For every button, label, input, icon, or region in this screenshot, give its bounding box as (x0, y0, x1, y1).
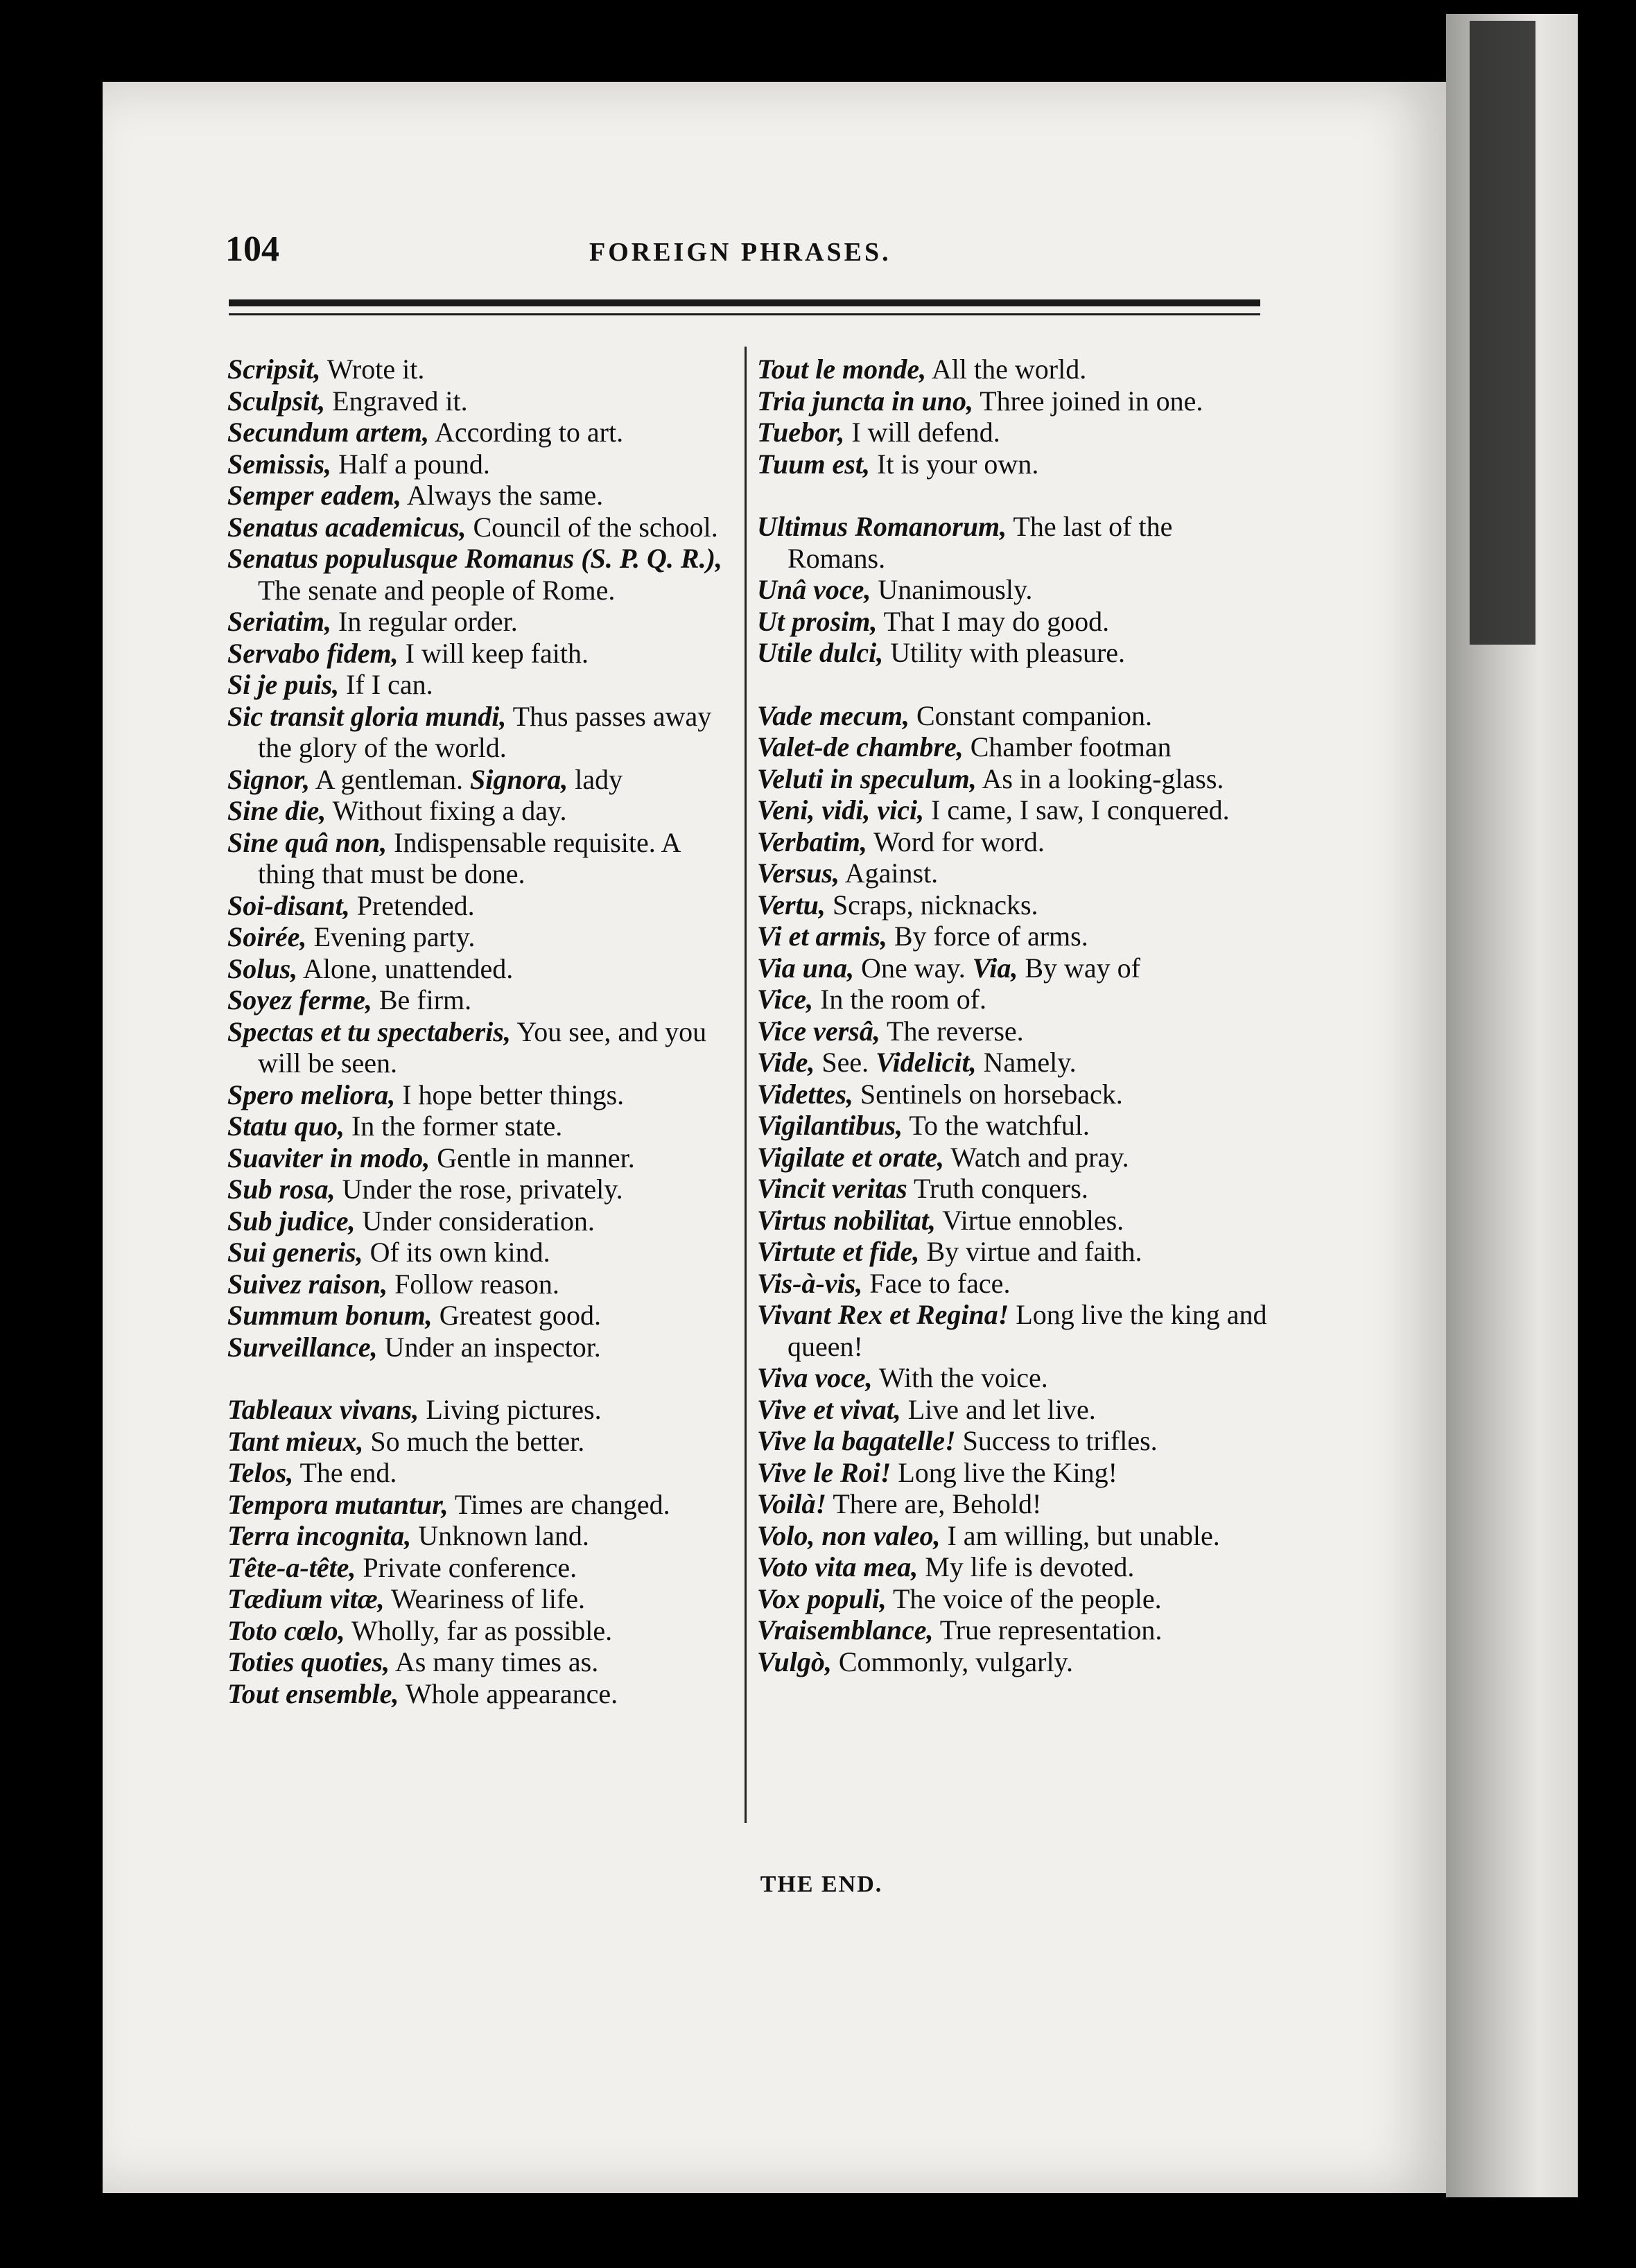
glossary-entry (227, 1268, 740, 1300)
glossary-entry (227, 1457, 740, 1489)
glossary-entry (227, 921, 740, 953)
entry-definition: Success to trifles. (955, 1425, 1158, 1456)
glossary-entry (757, 1079, 1277, 1110)
entry-definition: Truth conquers. (907, 1173, 1088, 1204)
entry-term: Vis-à-vis, (757, 1267, 863, 1299)
glossary-entry (227, 1552, 740, 1584)
entry-term: Summum bonum, (227, 1300, 433, 1331)
entry-definition: With the voice. (872, 1362, 1048, 1393)
entry-term: Tableaux vivans, (227, 1394, 419, 1425)
glossary-entry (757, 1646, 1277, 1678)
entry-definition: My life is devoted. (918, 1551, 1135, 1582)
entry-term: Tempora mutantur, (227, 1488, 449, 1520)
entry-term: Vigilantibus, (757, 1110, 903, 1141)
entry-term: Ut prosim, (757, 605, 878, 637)
glossary-entry (757, 606, 1277, 638)
entry-term: Valet-de chambre, (757, 731, 964, 762)
entry-term: Vivant Rex et Regina! (757, 1299, 1009, 1330)
glossary-entry (227, 543, 740, 606)
glossary-entry (227, 1489, 740, 1521)
entry-term: Signor, (227, 763, 310, 795)
entry-term: Soi-disant, (227, 889, 350, 921)
glossary-entry (757, 1047, 1277, 1079)
entry-term: Virtus nobilitat, (757, 1204, 936, 1236)
glossary-entry (227, 1615, 740, 1647)
glossary-entry (757, 952, 1277, 984)
page-number: 104 (225, 229, 279, 269)
entry-term: Secundum artem, (227, 417, 430, 448)
entry-term: Semper eadem, (227, 480, 402, 511)
entry-definition: Alone, unattended. (297, 952, 514, 984)
entry-term: Vigilate et orate, (757, 1141, 944, 1173)
entry-definition: By force of arms. (887, 921, 1088, 952)
glossary-entry (757, 1394, 1277, 1426)
glossary-entry (757, 385, 1277, 417)
entry-definition: If I can. (339, 669, 433, 700)
entry-term: Solus, (227, 952, 298, 984)
entry-term: Terra incognita, (227, 1520, 412, 1551)
glossary-entry (227, 385, 740, 417)
glossary-entry (227, 953, 740, 985)
glossary-entry (757, 1142, 1277, 1174)
glossary-entry (227, 701, 740, 764)
glossary-entry (757, 1488, 1277, 1520)
entry-term: Utile dulci, (757, 637, 884, 668)
entry-definition: All the world. (926, 354, 1087, 385)
entry-term: Vulgò, (757, 1646, 832, 1677)
entry-term: Servabo fidem, (227, 637, 399, 669)
glossary-entry (227, 1174, 740, 1205)
glossary-entry (757, 984, 1277, 1015)
entry-definition: Long live the King! (891, 1456, 1117, 1488)
entry-definition: The reverse. (880, 1015, 1024, 1047)
entry-definition: Council of the school. (466, 511, 718, 543)
entry-definition: I will keep faith. (398, 637, 589, 669)
glossary-entry (757, 1299, 1277, 1362)
entry-definition: To the watchful. (903, 1110, 1090, 1141)
entry-term: Scripsit, (227, 354, 321, 385)
glossary-entry (227, 1205, 740, 1237)
glossary-entry (227, 1300, 740, 1332)
entry-definition: Unanimously. (871, 574, 1033, 605)
entry-definition: You see, and you will be seen. (258, 1015, 707, 1079)
entry-term: Senatus populusque Romanus (S. P. Q. R.), (227, 543, 722, 574)
entry-definition: Follow reason. (388, 1268, 559, 1300)
glossary-entry (757, 794, 1277, 826)
entry-definition: Of its own kind. (363, 1237, 550, 1268)
entry-definition: Under an inspector. (377, 1331, 601, 1363)
entry-term: Virtute et fide, (757, 1236, 920, 1267)
entry-term: Ultimus Romanorum, (757, 511, 1007, 542)
entry-term: Vincit veritas (757, 1173, 907, 1204)
entry-definition: Chamber footman (963, 731, 1172, 762)
glossary-entry (757, 448, 1277, 480)
entry-definition: Under the rose, privately. (335, 1174, 623, 1205)
entry-definition: Face to face. (862, 1267, 1011, 1299)
glossary-entry (227, 669, 740, 701)
entry-term: Viva voce, (757, 1362, 873, 1393)
glossary-entry (227, 890, 740, 922)
entry-definition: Engraved it. (325, 385, 468, 417)
entry-definition: Constant companion. (909, 699, 1152, 731)
glossary-entry (757, 637, 1277, 669)
glossary-entry (227, 448, 740, 480)
entry-term: Senatus academicus, (227, 511, 467, 543)
running-title: FOREIGN PHRASES. (589, 238, 891, 267)
entry-definition: Wholly, far as possible. (345, 1614, 613, 1646)
entry-term: Sub judice, (227, 1205, 356, 1237)
glossary-entry (757, 826, 1277, 858)
entry-term: Tria juncta in uno, (757, 385, 973, 417)
entry-term: Surveillance, (227, 1331, 378, 1363)
entry-definition: Sentinels on horseback. (853, 1078, 1123, 1110)
entry-term: Vive le Roi! (757, 1456, 891, 1488)
entry-definition: Greatest good. (432, 1300, 601, 1331)
entry-term: Tête-a-tête, (227, 1551, 356, 1583)
entry-definition: Wrote it. (320, 354, 425, 385)
entry-term: Versus, (757, 857, 839, 889)
glossary-entry (757, 1236, 1277, 1268)
entry-term: Verbatim, (757, 826, 867, 857)
glossary-entry (227, 354, 740, 385)
entry-term: Veni, vidi, vici, (757, 794, 925, 826)
glossary-entry (757, 1110, 1277, 1142)
glossary-entry (757, 700, 1277, 732)
entry-definition: Times are changed. (448, 1488, 670, 1520)
entry-definition: So much the better. (363, 1425, 585, 1457)
entry-term: Videttes, (757, 1078, 853, 1110)
entry-definition: Under consideration. (355, 1205, 595, 1237)
entry-definition: The last of the Romans. (787, 511, 1173, 574)
entry-definition: That I may do good. (877, 605, 1110, 637)
entry-definition: Word for word. (867, 826, 1045, 857)
entry-term: Tuum est, (757, 448, 870, 480)
entry-definition: By virtue and faith. (919, 1236, 1142, 1267)
entry-term: Vice versâ, (757, 1015, 880, 1047)
header-rule-thick (229, 299, 1260, 306)
entry-term: Tant mieux, (227, 1425, 364, 1457)
glossary-entry (757, 1173, 1277, 1205)
glossary-entry (757, 417, 1277, 448)
entry-term: Vraisemblance, (757, 1614, 934, 1646)
entry-term: Suaviter in modo, (227, 1142, 430, 1174)
glossary-entry (757, 1205, 1277, 1237)
glossary-entry (227, 1678, 740, 1710)
glossary-entry (757, 1425, 1277, 1457)
glossary-entry (227, 1237, 740, 1268)
glossary-entry (227, 984, 740, 1016)
glossary-entry (227, 1426, 740, 1458)
entry-definition: In the room of. (813, 984, 987, 1015)
glossary-entry (757, 1015, 1277, 1047)
entry-term: Sui generis, (227, 1237, 363, 1268)
header-rule-thin (229, 313, 1260, 315)
glossary-entry (757, 1614, 1277, 1646)
entry-term: Via, (972, 952, 1018, 984)
entry-definition: Live and let live. (900, 1393, 1096, 1425)
entry-term: Voilà! (757, 1488, 827, 1519)
glossary-entry (757, 1362, 1277, 1394)
entry-definition: Whole appearance. (399, 1677, 618, 1709)
glossary-entry (227, 1583, 740, 1615)
entry-term: Vice, (757, 984, 814, 1015)
entry-definition: lady (568, 763, 623, 795)
glossary-entry (757, 511, 1277, 574)
entry-term: Semissis, (227, 448, 332, 480)
entry-term: Voto vita mea, (757, 1551, 919, 1582)
entry-definition: Private conference. (356, 1551, 577, 1583)
entry-term: Toties quoties, (227, 1646, 390, 1677)
entry-definition: See. (815, 1047, 876, 1078)
entry-term: Videlicit, (876, 1047, 977, 1078)
entry-term: Soyez ferme, (227, 984, 372, 1015)
entry-term: Soirée, (227, 921, 307, 952)
entry-definition: One way. (854, 952, 973, 984)
entry-definition: Long live the king and queen! (787, 1299, 1267, 1362)
entry-term: Sic transit gloria mundi, (227, 700, 507, 732)
glossary-entry (227, 1110, 740, 1142)
entry-definition: There are, Behold! (826, 1488, 1042, 1519)
entry-definition: Weariness of life. (384, 1583, 585, 1614)
entry-definition: Utility with pleasure. (883, 637, 1126, 668)
entry-term: Tout ensemble, (227, 1677, 399, 1709)
glossary-entry (757, 354, 1277, 385)
entry-definition: The voice of the people. (886, 1582, 1162, 1614)
entry-definition: As in a looking-glass. (976, 762, 1224, 794)
entry-term: Sub rosa, (227, 1174, 336, 1205)
entry-term: Sculpsit, (227, 385, 326, 417)
entry-term: Seriatim, (227, 606, 332, 637)
entry-definition: Three joined in one. (973, 385, 1203, 417)
entry-definition: Commonly, vulgarly. (831, 1646, 1073, 1677)
glossary-entry (227, 1646, 740, 1678)
entry-definition: Always the same. (401, 480, 604, 511)
glossary-entry (757, 1583, 1277, 1615)
entry-term: Toto cœlo, (227, 1614, 345, 1646)
entry-definition: Against. (839, 857, 939, 889)
glossary-entry (227, 764, 740, 796)
entry-definition: Pretended. (349, 889, 475, 921)
entry-definition: In regular order. (331, 606, 518, 637)
book-binding (1470, 21, 1535, 645)
entry-term: Sine quâ non, (227, 826, 388, 858)
entry-term: Suivez raison, (227, 1268, 388, 1300)
glossary-entry (757, 763, 1277, 795)
entry-term: Via una, (757, 952, 855, 984)
glossary-entry (757, 574, 1277, 606)
entry-term: Vive la bagatelle! (757, 1425, 956, 1456)
glossary-entry (227, 1142, 740, 1174)
entry-term: Si je puis, (227, 669, 340, 700)
entry-definition: I am willing, but unable. (940, 1519, 1220, 1551)
glossary-entry (227, 512, 740, 543)
glossary-entry (227, 827, 740, 890)
glossary-entry (227, 1520, 740, 1552)
glossary-entry (227, 606, 740, 638)
entry-term: Telos, (227, 1457, 294, 1488)
glossary-entry (757, 889, 1277, 921)
entry-definition: The senate and people of Rome. (258, 574, 616, 606)
the-end-label: THE END. (760, 1872, 883, 1897)
entry-term: Vade mecum, (757, 699, 910, 731)
glossary-entry (227, 1079, 740, 1111)
entry-definition: Living pictures. (419, 1394, 602, 1425)
glossary-entry (757, 1551, 1277, 1583)
entry-definition: Evening party. (306, 921, 476, 952)
entry-definition: In the former state. (344, 1110, 563, 1142)
entry-definition: Without fixing a day. (326, 795, 567, 826)
entry-definition: A gentleman. (309, 763, 471, 795)
entry-definition: By way of (1018, 952, 1140, 984)
entry-definition: Indispensable requisite. A thing that must be done. (258, 826, 680, 889)
entry-definition: Thus passes away the glory of the world. (258, 700, 712, 763)
entry-definition: I will defend. (844, 417, 1000, 448)
entry-term: Statu quo, (227, 1110, 345, 1142)
entry-definition: According to art. (429, 417, 624, 448)
entry-term: Vive et vivat, (757, 1393, 901, 1425)
glossary-entry (757, 1268, 1277, 1300)
entry-definition: Watch and pray. (943, 1141, 1129, 1173)
entry-definition: Unknown land. (411, 1520, 589, 1551)
glossary-entry (757, 1457, 1277, 1489)
entry-term: Vertu, (757, 889, 826, 921)
glossary-entry (227, 638, 740, 670)
entry-definition: It is your own. (870, 448, 1039, 480)
glossary-entry (227, 1332, 740, 1363)
right-column (757, 354, 1277, 1677)
entry-term: Vide, (757, 1047, 815, 1078)
entry-definition: Be firm. (372, 984, 472, 1015)
entry-term: Volo, non valeo, (757, 1519, 941, 1551)
entry-term: Vi et armis, (757, 921, 887, 952)
entry-definition: Virtue ennobles. (935, 1204, 1124, 1236)
entry-definition: As many times as. (390, 1646, 599, 1677)
glossary-entry (227, 417, 740, 448)
entry-definition: Scraps, nicknacks. (825, 889, 1038, 921)
entry-term: Spectas et tu spectaberis, (227, 1015, 511, 1047)
glossary-entry (227, 795, 740, 827)
entry-term: Signora, (470, 763, 568, 795)
entry-term: Tædium vitæ, (227, 1583, 385, 1614)
entry-definition: Namely. (976, 1047, 1077, 1078)
entry-definition: I came, I saw, I conquered. (924, 794, 1230, 826)
column-divider (745, 347, 747, 1823)
entry-definition: Gentle in manner. (430, 1142, 635, 1174)
left-column (227, 354, 740, 1709)
entry-definition: I hope better things. (395, 1079, 625, 1110)
entry-definition: True representation. (933, 1614, 1163, 1646)
glossary-entry (757, 731, 1277, 763)
entry-term: Sine die, (227, 795, 327, 826)
glossary-entry (757, 857, 1277, 889)
glossary-entry (757, 921, 1277, 952)
entry-term: Unâ voce, (757, 574, 871, 605)
entry-term: Veluti in speculum, (757, 762, 977, 794)
entry-term: Spero meliora, (227, 1079, 396, 1110)
entry-definition: Half a pound. (331, 448, 490, 480)
entry-definition: The end. (293, 1457, 397, 1488)
glossary-entry (227, 480, 740, 512)
entry-term: Tout le monde, (757, 354, 927, 385)
entry-term: Tuebor, (757, 417, 845, 448)
glossary-entry (227, 1016, 740, 1079)
entry-term: Vox populi, (757, 1582, 887, 1614)
glossary-entry (227, 1394, 740, 1426)
glossary-entry (757, 1520, 1277, 1552)
